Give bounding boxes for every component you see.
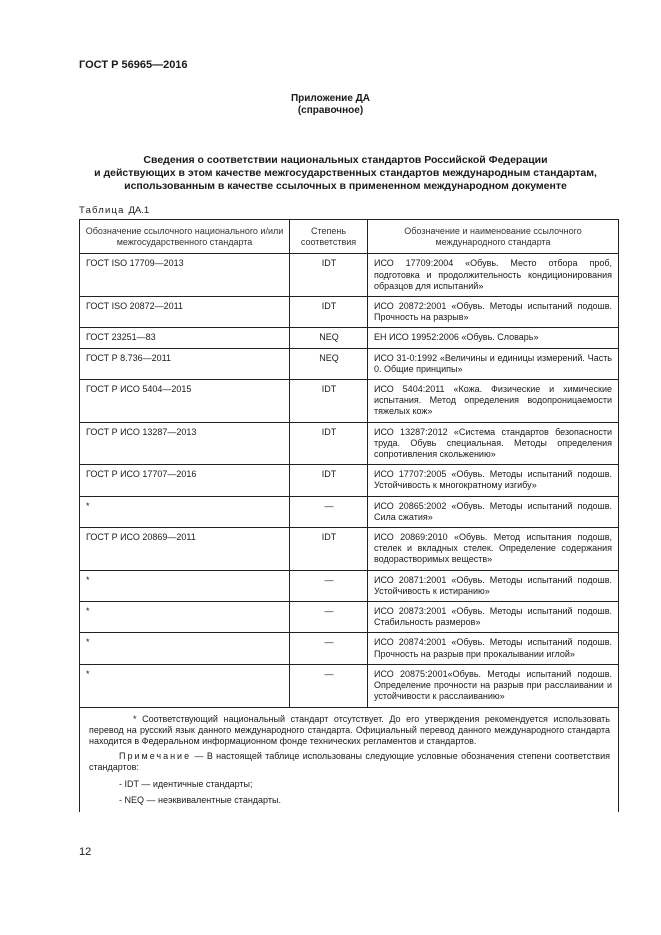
- degree-cell: IDT: [290, 422, 368, 465]
- national-standard-cell: ГОСТ Р ИСО 13287—2013: [80, 422, 290, 465]
- national-standard-cell: ГОСТ Р 8.736—2011: [80, 348, 290, 379]
- international-standard-cell: ИСО 20871:2001 «Обувь. Методы испытаний подошв. Устойчивость к истиранию»: [368, 570, 619, 601]
- national-standard-cell: *: [80, 602, 290, 633]
- degree-cell: —: [290, 570, 368, 601]
- national-standard-cell: *: [80, 570, 290, 601]
- degree-cell: —: [290, 633, 368, 664]
- degree-cell: IDT: [290, 254, 368, 297]
- degree-cell: IDT: [290, 380, 368, 423]
- international-standard-cell: ИСО 20875:2001«Обувь. Методы испытаний подошв. Определение прочности на разрыв при расслаивании и устойчивости к расслаиванию»: [368, 664, 619, 707]
- note-label: Примечание: [119, 751, 192, 762]
- national-standard-cell: ГОСТ 23251—83: [80, 328, 290, 348]
- appendix-title: [70, 154, 621, 193]
- header-national-standard: Обозначение ссылочного национального и/или межгосударственного стандарта: [80, 220, 290, 254]
- table-row: [80, 297, 619, 328]
- national-standard-cell: *: [80, 664, 290, 707]
- note-text: — В настоящей таблице использованы следующие условные обозначения степени соответствия стандартов:: [89, 751, 610, 773]
- international-standard-cell: ИСО 17709:2004 «Обувь. Место отбора проб, подготовка и продолжительность кондиционирования образцов для испытаний»: [368, 254, 619, 297]
- table-row: [80, 380, 619, 423]
- international-standard-cell: ИСО 20872:2001 «Обувь. Методы испытаний подошв. Прочность на разрыв»: [368, 297, 619, 328]
- degree-cell: NEQ: [290, 348, 368, 379]
- table-row: [80, 328, 619, 348]
- national-standard-cell: *: [80, 633, 290, 664]
- international-standard-cell: ИСО 17707:2005 «Обувь. Методы испытаний подошв. Устойчивость к многократному изгибу»: [368, 465, 619, 496]
- footnote: * Соответствующий национальный стандарт отсутствует. До его утверждения рекомендуется использовать перевод на русский язык данного международного стандарта. Официальный перевод данного международного стандарта находится в Федеральном информационном фонде технических регламентов и стандартов.: [89, 713, 610, 746]
- national-standard-cell: ГОСТ Р ИСО 5404—2015: [80, 380, 290, 423]
- national-standard-cell: ГОСТ Р ИСО 17707—2016: [80, 465, 290, 496]
- standards-correspondence-table: [79, 219, 619, 812]
- degree-cell: IDT: [290, 297, 368, 328]
- degree-cell: —: [290, 602, 368, 633]
- legend-neq: - NEQ — неэквивалентные стандарты.: [119, 794, 281, 805]
- international-standard-cell: ИСО 20869:2010 «Обувь. Метод испытания подошв, стелек и вкладных стелек. Определение содержания водорастворимых веществ»: [368, 528, 619, 571]
- international-standard-cell: ЕН ИСО 19952:2006 «Обувь. Словарь»: [368, 328, 619, 348]
- legend-idt: - IDT — идентичные стандарты;: [119, 778, 253, 789]
- national-standard-cell: ГОСТ Р ИСО 20869—2011: [80, 528, 290, 571]
- title-line-1: Сведения о соответствии национальных стандартов Российской Федерации: [143, 154, 548, 166]
- international-standard-cell: ИСО 13287:2012 «Система стандартов безопасности труда. Обувь специальная. Методы определения сопротивления скольжению»: [368, 422, 619, 465]
- appendix-kind: (справочное): [297, 105, 364, 116]
- table-row: [80, 602, 619, 633]
- header-international-standard: Обозначение и наименование ссылочного международного стандарта: [368, 220, 619, 254]
- header-degree: Степень соответствия: [290, 220, 368, 254]
- table-row: [80, 528, 619, 571]
- table-body: [80, 254, 619, 812]
- note: [89, 751, 610, 773]
- table-row: [80, 570, 619, 601]
- appendix-name: Приложение ДА: [290, 93, 371, 104]
- degree-cell: NEQ: [290, 328, 368, 348]
- national-standard-cell: ГОСТ ISO 20872—2011: [80, 297, 290, 328]
- table-label: [79, 205, 149, 216]
- international-standard-cell: ИСО 5404:2011 «Кожа. Физические и химические испытания. Метод определения водопроницаемости тяжелых кож»: [368, 380, 619, 423]
- appendix-heading: [0, 93, 661, 117]
- table-row: [80, 254, 619, 297]
- degree-cell: IDT: [290, 465, 368, 496]
- title-line-3: использованным в качестве ссылочных в примененном международном документе: [124, 180, 567, 192]
- table-row: [80, 465, 619, 496]
- table-footer-row: [80, 707, 619, 812]
- table-row: [80, 496, 619, 527]
- document-code: ГОСТ Р 56965—2016: [79, 59, 188, 71]
- table-row: [80, 422, 619, 465]
- table-label-word: Таблица: [79, 205, 125, 216]
- table-row: [80, 633, 619, 664]
- international-standard-cell: ИСО 31-0:1992 «Величины и единицы измерений. Часть 0. Общие принципы»: [368, 348, 619, 379]
- table-footer: [80, 707, 619, 812]
- national-standard-cell: ГОСТ ISO 17709—2013: [80, 254, 290, 297]
- international-standard-cell: ИСО 20865:2002 «Обувь. Методы испытаний подошв. Сила сжатия»: [368, 496, 619, 527]
- title-line-2: и действующих в этом качестве межгосударственных стандартов международным стандартам,: [94, 167, 597, 179]
- table-label-number: ДА.1: [128, 205, 150, 216]
- international-standard-cell: ИСО 20874:2001 «Обувь. Методы испытаний подошв. Прочность на разрыв при прокалывании иглой»: [368, 633, 619, 664]
- page-number: 12: [79, 846, 92, 858]
- degree-cell: IDT: [290, 528, 368, 571]
- degree-cell: —: [290, 496, 368, 527]
- table-row: [80, 348, 619, 379]
- degree-cell: —: [290, 664, 368, 707]
- international-standard-cell: ИСО 20873:2001 «Обувь. Методы испытаний подошв. Стабильность размеров»: [368, 602, 619, 633]
- national-standard-cell: *: [80, 496, 290, 527]
- table-row: [80, 664, 619, 707]
- table-header-row: [80, 220, 619, 254]
